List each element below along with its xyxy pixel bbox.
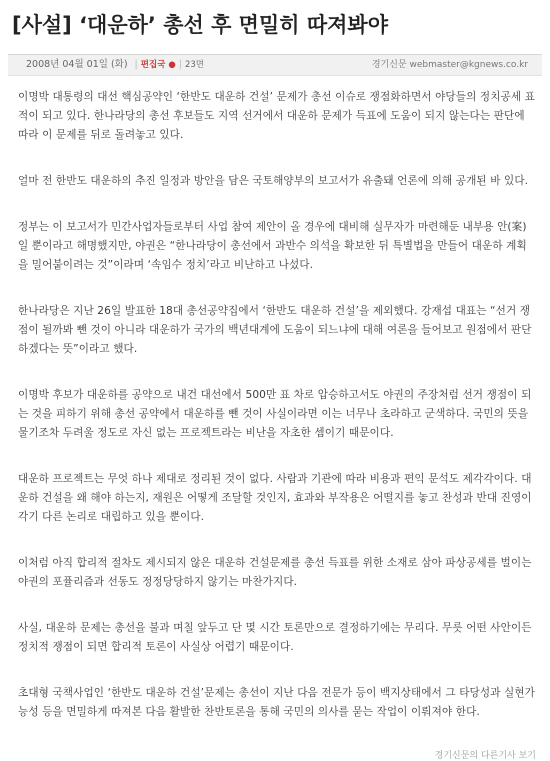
meta-separator: | (134, 59, 138, 70)
article-paragraph: 사실, 대운하 문제는 총선을 불과 며칠 앞두고 단 몇 시간 토론만으로 결정하기에는 무리다. 무릇 어떤 사안이든 정치적 쟁점이 되면 합리적 토론이 사실상 어렵기 때문이다. (18, 622, 532, 653)
edition-page: 23면 (184, 60, 204, 70)
reporter-link[interactable]: 편집국 ● (140, 60, 176, 70)
publish-date: 2008년 04월 01일 (화) (26, 59, 128, 70)
article-title: [사설] ‘대운하’ 총선 후 면밀히 따져봐야 (12, 13, 388, 37)
article-paragraph: 이처럼 아직 합리적 절차도 제시되지 않은 대운하 건설문제를 총선 득표를 위한 소재로 삼아 파상공세를 벌이는 야권의 포퓰리즘과 선동도 정정당당하지 않기는 마찬가지다. (18, 557, 532, 588)
article-paragraph: 초대형 국책사업인 ‘한반도 대운하 건설’문제는 총선이 지난 다음 전문가 등이 백지상태에서 그 타당성과 실현가능성 등을 면밀하게 따져본 다음 활발한 찬반토론을 통해 국민의 의사를 묻는 작업이 이뤄져야 한다. (18, 687, 536, 718)
article-paragraph: 정부는 이 보고서가 민간사업자들로부터 사업 참여 제안이 올 경우에 대비해 실무자가 마련해둔 내부용 안(案)일 뿐이라고 해명했지만, 야권은 “한나라당이 총선에서 과반수 의석을 확보한 뒤 특별법을 만들어 대운하 계획을 밀어붙이려는 것”이라며 ‘속임수 정치’라고 비난하고 나섰다. (18, 221, 527, 271)
meta-separator: | (178, 59, 182, 70)
article-paragraph: 한나라당은 지난 26일 발표한 18대 총선공약집에서 ‘한반도 대운하 건설’을 제외했다. 강재섭 대표는 “선거 쟁점이 될까봐 뺀 것이 아니라 대운하가 국가의 백년대계에 도움이 되느냐에 대해 여론을 들어보고 원점에서 판단하겠다는 뜻”이라고 했다. (18, 305, 532, 355)
more-articles-link[interactable]: 경기신문의 다른기사 보기 (434, 751, 536, 761)
contact-email-link[interactable]: 경기신문 webmaster@kgnews.co.kr (371, 60, 528, 70)
article-paragraph: 이명박 대통령의 대선 핵심공약인 ‘한반도 대운하 건설’ 문제가 총선 이슈로 쟁점화하면서 야당들의 정치공세 표적이 되고 있다. 한나라당의 총선 후보들도 지역 선거에서 대운하 문제가 득표에 도움이 되지 않는다는 판단에 따라 이 문제를 뒤로 돌려놓고 있다. (18, 91, 536, 141)
article-paragraph: 이명박 후보가 대운하를 공약으로 내건 대선에서 500만 표 차로 압승하고서도 야권의 주장처럼 선거 쟁점이 되는 것을 피하기 위해 총선 공약에서 대운하를 뺀 것이 사실이라면 이는 너무나 초라하고 군색하다. 국민의 뜻을 물기조차 두려울 정도로 자신 없는 프로젝트라는 비난을 자초한 셈이기 때문이다. (18, 389, 532, 439)
article-paragraph: 얼마 전 한반도 대운하의 추진 일정과 방안을 담은 국토해양부의 보고서가 유출돼 언론에 의해 공개된 바 있다. (18, 175, 529, 187)
article-meta-bar (8, 54, 542, 76)
article-paragraph: 대운하 프로젝트는 무엇 하나 제대로 정리된 것이 없다. 사람과 기관에 따라 비용과 편익 문석도 제각각이다. 대운하 건설을 왜 해야 하는지, 재원은 어떻게 조달할 것인지, 효과와 부작용은 어떨지를 놓고 찬성과 반대 진영이 각기 다른 논리로 대립하고 있을 뿐이다. (18, 473, 532, 523)
article-body (0, 76, 550, 722)
